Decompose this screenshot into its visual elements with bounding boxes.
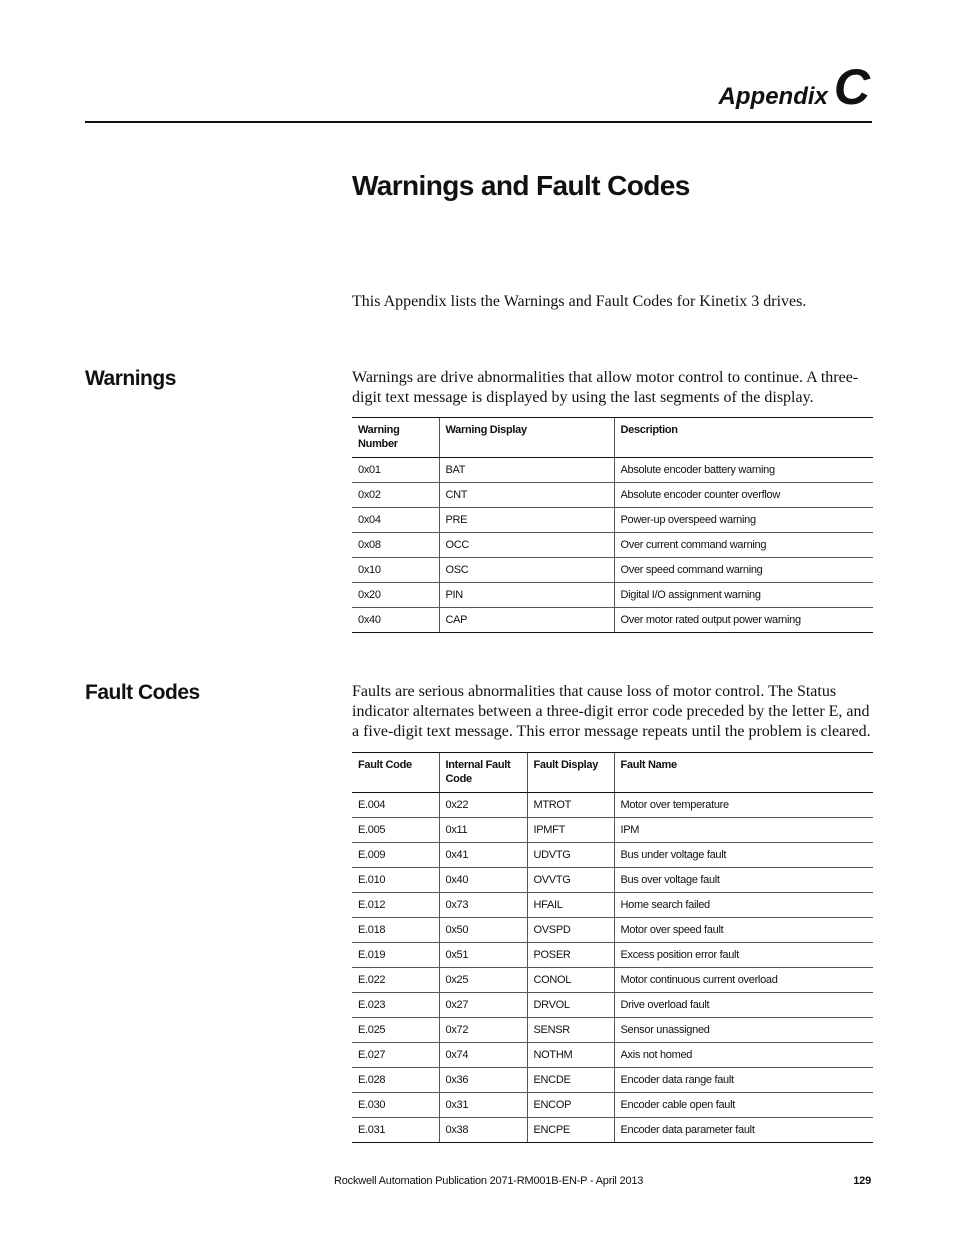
table-cell: 0x22: [439, 793, 527, 818]
table-cell: Over current command warning: [614, 533, 873, 558]
table-cell: E.018: [352, 918, 439, 943]
table-cell: SENSR: [527, 1018, 614, 1043]
table-cell: 0x72: [439, 1018, 527, 1043]
table-cell: Over speed command warning: [614, 558, 873, 583]
fault-codes-column-header: Fault Name: [614, 753, 873, 793]
table-cell: OSC: [439, 558, 614, 583]
table-cell: 0x31: [439, 1093, 527, 1118]
table-cell: IPMFT: [527, 818, 614, 843]
table-row: [352, 868, 873, 893]
footer-publication: Rockwell Automation Publication 2071-RM001B-EN-P - April 2013: [334, 1175, 644, 1187]
table-cell: E.023: [352, 993, 439, 1018]
table-cell: OVVTG: [527, 868, 614, 893]
table-cell: Absolute encoder battery warning: [614, 458, 873, 483]
table-row: [352, 1043, 873, 1068]
table-cell: 0x36: [439, 1068, 527, 1093]
warnings-column-header: Warning Number: [352, 418, 439, 458]
table-cell: 0x25: [439, 968, 527, 993]
table-cell: E.030: [352, 1093, 439, 1118]
table-cell: Encoder data range fault: [614, 1068, 873, 1093]
appendix-letter: C: [833, 59, 870, 115]
table-row: [352, 533, 873, 558]
table-cell: Motor over temperature: [614, 793, 873, 818]
table-cell: IPM: [614, 818, 873, 843]
table-cell: ENCOP: [527, 1093, 614, 1118]
fault-codes-description: Faults are serious abnormalities that cause loss of motor control. The Status indicator alternates between a three-digit error code preceded by the letter E, and a five-digit text message. This error message repeats until the problem is cleared.: [352, 683, 871, 740]
table-cell: POSER: [527, 943, 614, 968]
table-cell: 0x01: [352, 458, 439, 483]
table-cell: Motor continuous current overload: [614, 968, 873, 993]
table-row: [352, 1018, 873, 1043]
table-row: [352, 968, 873, 993]
fault-codes-column-header: Internal Fault Code: [439, 753, 527, 793]
table-cell: 0x73: [439, 893, 527, 918]
table-row: [352, 1068, 873, 1093]
table-cell: Over motor rated output power warning: [614, 608, 873, 633]
table-cell: 0x40: [439, 868, 527, 893]
appendix-header: [718, 59, 870, 115]
table-cell: Absolute encoder counter overflow: [614, 483, 873, 508]
warnings-column-header: Warning Display: [439, 418, 614, 458]
table-row: [352, 818, 873, 843]
table-cell: OVSPD: [527, 918, 614, 943]
table-cell: 0x38: [439, 1118, 527, 1143]
table-row: [352, 1093, 873, 1118]
table-cell: Bus over voltage fault: [614, 868, 873, 893]
table-cell: OCC: [439, 533, 614, 558]
table-cell: Motor over speed fault: [614, 918, 873, 943]
table-cell: 0x41: [439, 843, 527, 868]
appendix-word: Appendix: [718, 83, 828, 110]
table-cell: E.012: [352, 893, 439, 918]
table-cell: E.028: [352, 1068, 439, 1093]
fault-codes-heading: Fault Codes: [85, 681, 200, 704]
table-row: [352, 893, 873, 918]
warnings-table-header: [352, 418, 873, 458]
table-cell: E.025: [352, 1018, 439, 1043]
table-row: [352, 793, 873, 818]
table-row: [352, 1118, 873, 1143]
header-rule: [85, 121, 872, 123]
table-row: [352, 993, 873, 1018]
table-cell: ENCPE: [527, 1118, 614, 1143]
table-cell: Axis not homed: [614, 1043, 873, 1068]
table-cell: E.004: [352, 793, 439, 818]
table-cell: 0x10: [352, 558, 439, 583]
table-cell: 0x11: [439, 818, 527, 843]
table-cell: E.009: [352, 843, 439, 868]
table-cell: E.019: [352, 943, 439, 968]
table-row: [352, 918, 873, 943]
table-cell: Sensor unassigned: [614, 1018, 873, 1043]
table-cell: ENCDE: [527, 1068, 614, 1093]
page-title: Warnings and Fault Codes: [352, 170, 690, 201]
table-cell: Bus under voltage fault: [614, 843, 873, 868]
table-cell: CAP: [439, 608, 614, 633]
fault-codes-table-header: [352, 753, 873, 793]
table-cell: CNT: [439, 483, 614, 508]
table-cell: E.031: [352, 1118, 439, 1143]
fault-codes-column-header: Fault Code: [352, 753, 439, 793]
table-cell: 0x08: [352, 533, 439, 558]
table-row: [352, 458, 873, 483]
table-cell: Excess position error fault: [614, 943, 873, 968]
table-row: [352, 943, 873, 968]
table-cell: PIN: [439, 583, 614, 608]
warnings-column-header: Description: [614, 418, 873, 458]
table-cell: E.022: [352, 968, 439, 993]
table-cell: E.005: [352, 818, 439, 843]
warnings-heading: Warnings: [85, 367, 176, 390]
table-cell: PRE: [439, 508, 614, 533]
table-cell: 0x51: [439, 943, 527, 968]
table-cell: 0x20: [352, 583, 439, 608]
table-cell: 0x27: [439, 993, 527, 1018]
table-cell: UDVTG: [527, 843, 614, 868]
table-cell: Drive overload fault: [614, 993, 873, 1018]
table-row: [352, 483, 873, 508]
table-cell: Encoder cable open fault: [614, 1093, 873, 1118]
fault-codes-table: [352, 752, 873, 1143]
table-cell: 0x74: [439, 1043, 527, 1068]
table-cell: MTROT: [527, 793, 614, 818]
intro-text: This Appendix lists the Warnings and Fault Codes for Kinetix 3 drives.: [352, 293, 807, 310]
fault-codes-column-header: Fault Display: [527, 753, 614, 793]
table-cell: Power-up overspeed warning: [614, 508, 873, 533]
table-cell: Digital I/O assignment warning: [614, 583, 873, 608]
table-cell: HFAIL: [527, 893, 614, 918]
table-cell: Home search failed: [614, 893, 873, 918]
table-row: [352, 583, 873, 608]
table-cell: 0x04: [352, 508, 439, 533]
warnings-table: [352, 417, 873, 633]
table-cell: Encoder data parameter fault: [614, 1118, 873, 1143]
table-cell: CONOL: [527, 968, 614, 993]
table-cell: NOTHM: [527, 1043, 614, 1068]
table-row: [352, 508, 873, 533]
table-row: [352, 608, 873, 633]
table-row: [352, 558, 873, 583]
table-cell: E.027: [352, 1043, 439, 1068]
table-cell: BAT: [439, 458, 614, 483]
page-number: 129: [853, 1175, 871, 1187]
table-row: [352, 843, 873, 868]
table-cell: DRVOL: [527, 993, 614, 1018]
table-cell: 0x02: [352, 483, 439, 508]
table-cell: 0x50: [439, 918, 527, 943]
warnings-description: Warnings are drive abnormalities that allow motor control to continue. A three-digit text message is displayed by using the last segments of the display.: [352, 369, 859, 406]
table-cell: 0x40: [352, 608, 439, 633]
table-cell: E.010: [352, 868, 439, 893]
